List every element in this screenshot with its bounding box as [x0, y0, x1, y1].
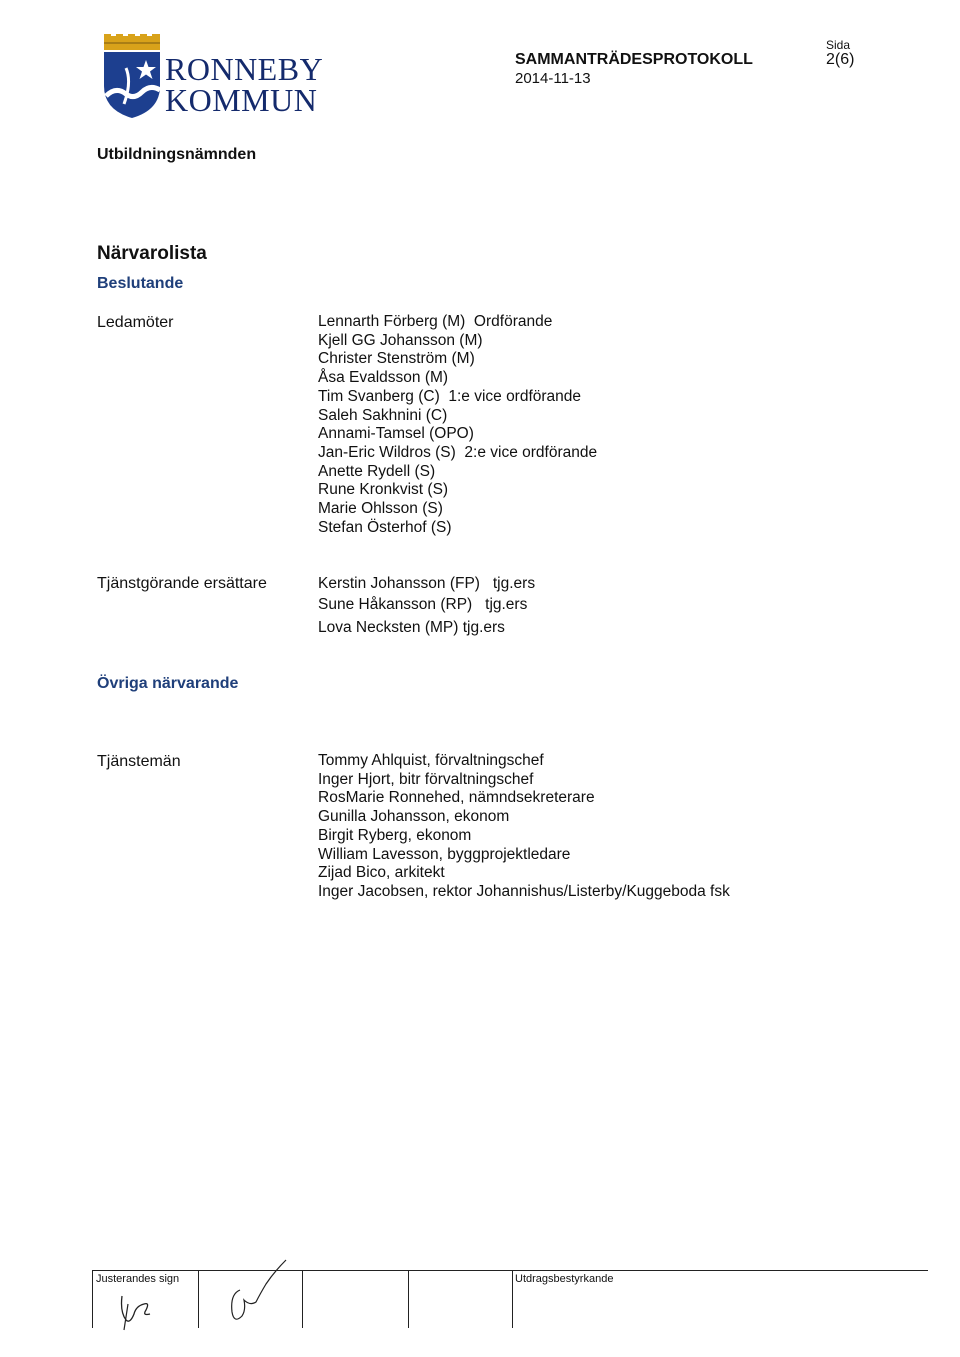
officials-list	[318, 752, 730, 902]
committee-name: Utbildningsnämnden	[97, 146, 257, 163]
meeting-date: 2014-11-13	[515, 70, 591, 87]
list-item: Inger Jacobsen, rektor Johannishus/Listerby/Kuggeboda fsk	[318, 882, 730, 900]
page-number: 2(6)	[826, 51, 855, 68]
list-item: Saleh Sakhnini (C)	[318, 406, 448, 424]
list-item: Annami-Tamsel (OPO)	[318, 425, 474, 443]
extract-certification-label: Utdragsbestyrkande	[515, 1273, 614, 1285]
list-item: Lova Necksten (MP) tjg.ers	[318, 619, 505, 636]
list-item: RosMarie Ronnehed, nämndsekreterare	[318, 789, 595, 807]
divider	[408, 1270, 409, 1328]
list-item: Inger Hjort, bitr förvaltningschef	[318, 770, 534, 788]
logo-line-1: RONNEBY	[165, 51, 324, 87]
list-item: Kjell GG Johansson (M)	[318, 331, 483, 349]
officials-label: Tjänstemän	[97, 753, 181, 770]
attendance-title: Närvarolista	[97, 243, 207, 264]
members-list	[318, 313, 597, 537]
list-item: Sune Håkansson (RP) tjg.ers	[318, 595, 528, 613]
list-item: Tommy Ahlquist, förvaltningschef	[318, 752, 544, 769]
coat-of-arms-icon	[102, 34, 164, 120]
list-item: Tim Svanberg (C) 1:e vice ordförande	[318, 387, 582, 405]
substitutes-list	[318, 574, 535, 639]
page-label: Sida	[826, 38, 851, 52]
others-present-heading: Övriga närvarande	[97, 675, 239, 692]
list-item: Gunilla Johansson, ekonom	[318, 808, 510, 826]
list-item: Marie Ohlsson (S)	[318, 500, 443, 518]
list-item: Zijad Bico, arkitekt	[318, 864, 445, 882]
municipality-name	[165, 51, 324, 118]
list-item: Rune Kronkvist (S)	[318, 481, 449, 499]
divider	[92, 1270, 93, 1328]
decision-makers-heading: Beslutande	[97, 275, 184, 292]
list-item: Lennarth Förberg (M) Ordförande	[318, 313, 553, 330]
list-item: Åsa Evaldsson (M)	[318, 369, 449, 387]
list-item: Christer Stenström (M)	[318, 350, 475, 368]
list-item: Stefan Österhof (S)	[318, 518, 452, 536]
list-item: Birgit Ryberg, ekonom	[318, 826, 472, 844]
list-item: Jan-Eric Wildros (S) 2:e vice ordförande	[318, 443, 598, 461]
list-item: William Lavesson, byggprojektledare	[318, 845, 571, 863]
logo-line-2: KOMMUN	[165, 82, 318, 118]
members-label: Ledamöter	[97, 314, 174, 331]
signature-label: Justerandes sign	[96, 1273, 180, 1285]
handwritten-signatures	[110, 1254, 320, 1334]
divider	[512, 1270, 513, 1328]
list-item: Kerstin Johansson (FP) tjg.ers	[318, 575, 536, 592]
list-item: Anette Rydell (S)	[318, 462, 436, 480]
substitutes-label: Tjänstgörande ersättare	[97, 575, 267, 592]
document-type: SAMMANTRÄDESPROTOKOLL	[515, 51, 753, 68]
